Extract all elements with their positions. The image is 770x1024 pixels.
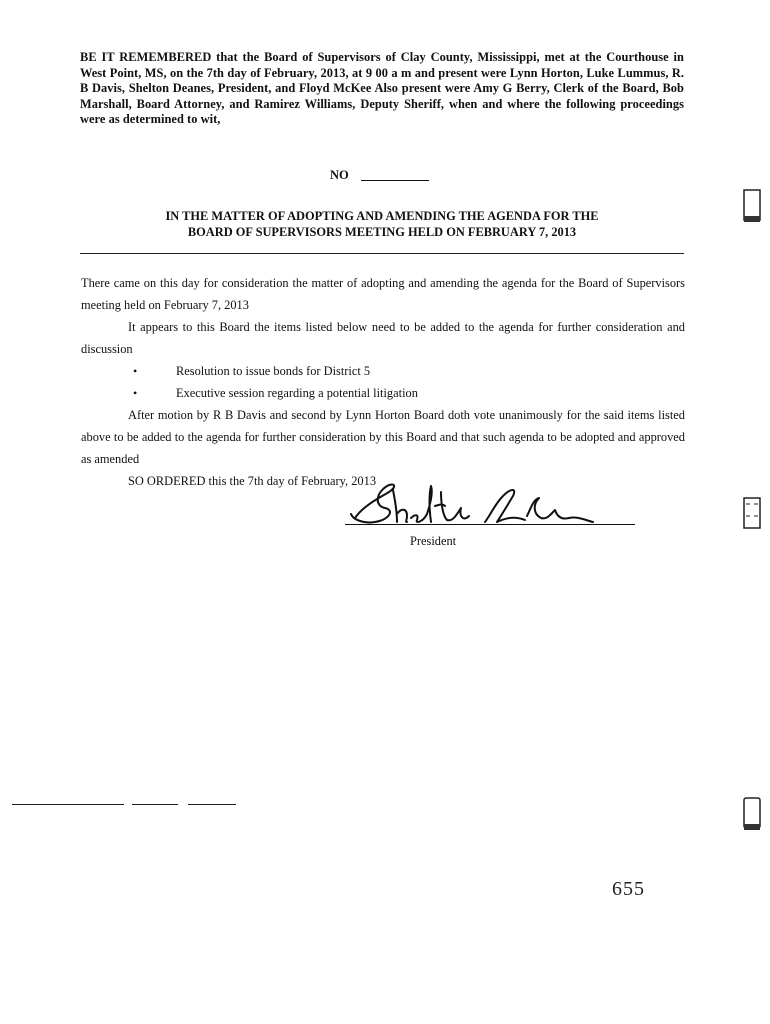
caption-line-2: BOARD OF SUPERVISORS MEETING HELD ON FEBRUARY 7, 2013 bbox=[187, 225, 577, 239]
margin-tab-icon bbox=[742, 188, 762, 224]
list-item-text: Resolution to issue bonds for District 5 bbox=[176, 364, 371, 378]
margin-tab-icon bbox=[742, 796, 762, 832]
footer-rule-segment bbox=[12, 804, 124, 805]
items-paragraph: It appears to this Board the items listed below need to be added to the agenda for further consideration and discussion bbox=[81, 320, 685, 356]
footer-rule-segment bbox=[188, 804, 236, 805]
bullet-icon: • bbox=[133, 386, 138, 400]
preamble-paragraph: BE IT REMEMBERED that the Board of Supervisors of Clay County, Mississippi, met at the Courthouse in West Point, MS, on the 7th day of February, 2013, at 9 00 a m and present were Lynn Horton, Luke Lummus, R. B Davis, Shelton Deanes, President, and Floyd McKee Also present were Amy G Berry, Clerk of the Board, Bob Marshall, Board Attorney, and Ramirez Williams, Deputy Sheriff, when and where the following proceedings were as determined to wit, bbox=[80, 50, 684, 127]
signature-image bbox=[345, 478, 637, 530]
signature-line bbox=[345, 524, 635, 525]
agenda-items-list bbox=[81, 360, 685, 404]
list-item bbox=[81, 382, 685, 404]
motion-paragraph: After motion by R B Davis and second by Lynn Horton Board doth vote unanimously for the said items listed above to be added to the agenda for further consideration by this Board and that such agenda to be adopted and approved as amended bbox=[81, 408, 685, 466]
minute-number-field bbox=[330, 168, 429, 183]
signature-block bbox=[345, 478, 637, 548]
list-item-text: Executive session regarding a potential litigation bbox=[176, 386, 418, 400]
bullet-icon: • bbox=[133, 364, 138, 378]
caption-line-1: IN THE MATTER OF ADOPTING AND AMENDING THE AGENDA FOR THE bbox=[165, 209, 599, 223]
signature-title: President bbox=[410, 534, 457, 548]
caption-divider bbox=[80, 253, 684, 254]
consideration-paragraph: There came on this day for consideration the matter of adopting and amending the agenda for the Board of Supervisors meeting held on February 7, 2013 bbox=[81, 276, 685, 312]
margin-tab-icon bbox=[742, 496, 762, 532]
matter-caption bbox=[80, 208, 684, 240]
minute-number-blank bbox=[361, 180, 429, 181]
footer-rule-segment bbox=[132, 804, 178, 805]
page-number: 655 bbox=[612, 878, 645, 900]
minutes-body bbox=[81, 272, 685, 492]
so-ordered-line: SO ORDERED this the 7th day of February, 2013 bbox=[128, 474, 377, 488]
list-item bbox=[81, 360, 685, 382]
no-label: NO bbox=[330, 168, 349, 182]
